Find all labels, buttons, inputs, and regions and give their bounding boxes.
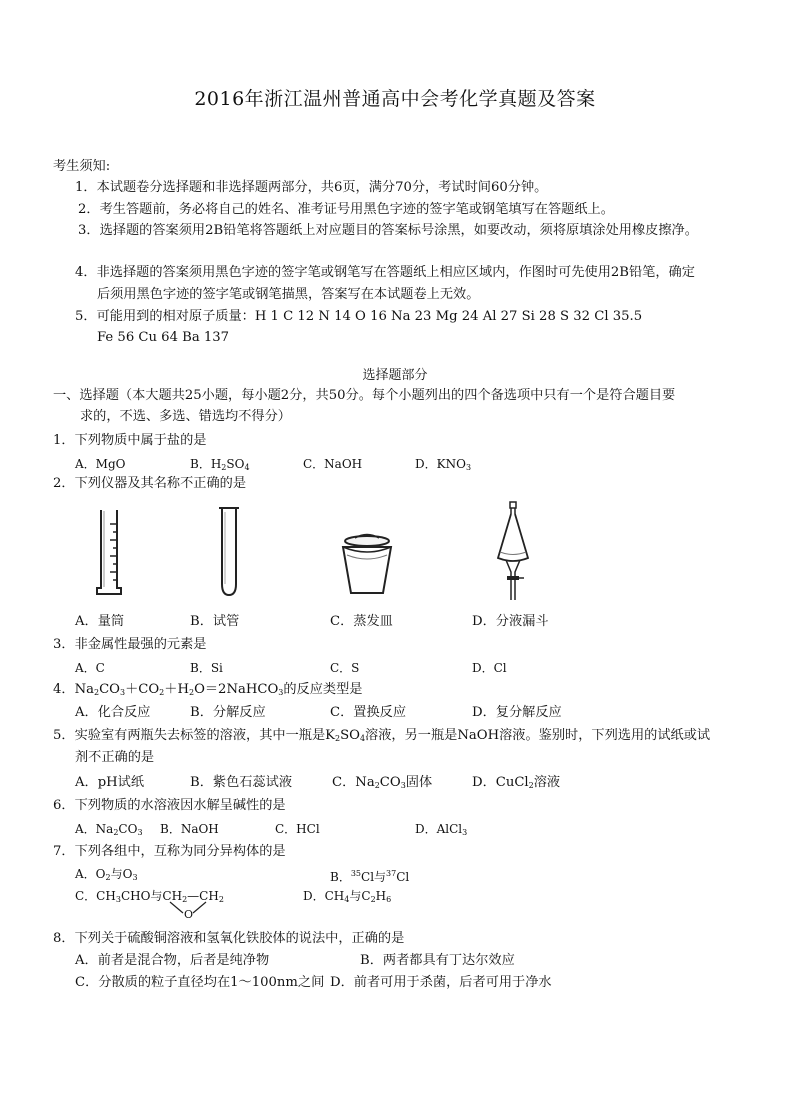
epoxide-oxygen-label: O — [184, 908, 194, 921]
q7-option-c: C．$CH_3CHO$与$CH_2—CH_2$ — [75, 889, 224, 904]
part1-instructions: 一、选择题（本大题共25小题，每小题2分，共50分。每个小题列出的四个备选项中只有一个是符合题目要 — [53, 388, 676, 403]
q7-stem: 7．下列各组中，互称为同分异构体的是 — [53, 844, 286, 859]
q5-option-d: D．CuCl$_2$溶液 — [472, 775, 561, 790]
q7-option-a: A．$O_2$与$O_3$ — [75, 867, 138, 882]
test-tube-image — [216, 506, 242, 598]
part1-instructions-cont: 求的，不选、多选、错选均不得分） — [80, 409, 291, 424]
q7-option-b: B．$^{35}$Cl与$^{37}$Cl — [330, 869, 410, 884]
notice-item-4: 4．非选择题的答案须用黑色字迹的签字笔或钢笔写在答题纸上相应区域内，作图时可先使用2B铅笔，确定 — [75, 265, 695, 280]
q1-option-c: C．NaOH — [303, 457, 363, 471]
q2-option-a: A．量筒 — [75, 614, 125, 629]
q3-option-b: B．Si — [190, 661, 223, 675]
notice-heading: 考生须知: — [53, 159, 111, 174]
evaporating-dish-image — [339, 533, 395, 597]
q5-option-c: C．$Na_2CO_3$固体 — [332, 775, 433, 790]
q2-option-b: B．试管 — [190, 614, 240, 629]
q2-option-d: D．分液漏斗 — [472, 614, 549, 629]
q3-option-c: C．S — [330, 661, 360, 675]
section-title: 选择题部分 — [362, 368, 428, 383]
notice-item-5: 5．可能用到的相对原子质量：H 1 C 12 N 14 O 16 Na 23 Mg 24 Al 27 Si 28 S 32 Cl 35.5 — [75, 309, 643, 324]
q2-stem: 2．下列仪器及其名称不正确的是 — [53, 476, 247, 491]
q1-option-d: D．$KNO_3$ — [415, 457, 472, 472]
q4-stem: 4．$Na_2CO_3+CO_2+H_2O=2NaHCO_3$的反应类型是 — [53, 682, 363, 697]
graduated-cylinder-image — [95, 508, 125, 596]
separatory-funnel-image — [493, 500, 533, 602]
notice-item-1: 1．本试题卷分选择题和非选择题两部分，共6页，满分70分，考试时间60分钟。 — [75, 180, 548, 195]
q2-option-c: C．蒸发皿 — [330, 614, 393, 629]
q5-option-a: A．pH试纸 — [75, 775, 145, 790]
q3-option-a: A．C — [75, 661, 105, 675]
q8-stem: 8．下列关于硫酸铜溶液和氢氧化铁胶体的说法中，正确的是 — [53, 931, 405, 946]
q6-option-d: D．AlCl$_3$ — [415, 822, 468, 837]
q4-option-b: B．分解反应 — [190, 705, 266, 720]
page-title: 2016年浙江温州普通高中会考化学真题及答案 — [194, 88, 596, 110]
notice-item-3: 3．选择题的答案须用2B铅笔将答题纸上对应题目的答案标号涂黑，如要改动，须将原填涂处用橡皮擦净。 — [78, 223, 698, 238]
notice-item-4-cont: 后须用黑色字迹的签字笔或钢笔描黑，答案写在本试题卷上无效。 — [97, 287, 480, 302]
q8-option-b: B．两者都具有丁达尔效应 — [360, 953, 515, 968]
q1-stem: 1．下列物质中属于盐的是 — [53, 433, 207, 448]
q8-option-d: D．前者可用于杀菌，后者可用于净水 — [330, 975, 552, 990]
q4-option-a: A．化合反应 — [75, 705, 151, 720]
q5-stem-cont: 剂不正确的是 — [75, 750, 155, 765]
notice-item-5-cont: Fe 56 Cu 64 Ba 137 — [97, 330, 230, 345]
q6-option-c: C．HCl — [275, 822, 320, 836]
notice-item-2: 2．考生答题前，务必将自己的姓名、准考证号用黑色字迹的签字笔或钢笔填写在答题纸上。 — [78, 202, 614, 217]
q1-option-a: A．MgO — [75, 457, 126, 471]
q5-option-b: B．紫色石蕊试液 — [190, 775, 293, 790]
q5-stem: 5．实验室有两瓶失去标签的溶液，其中一瓶是$K_2SO_4$溶液，另一瓶是NaOH溶液。鉴别时，下列选用的试纸或试 — [53, 728, 711, 743]
q1-option-b: B．$H_2SO_4$ — [190, 457, 250, 472]
q8-option-c: C．分散质的粒子直径均在1～100nm之间 — [75, 975, 325, 990]
q3-option-d: D．Cl — [472, 661, 507, 675]
q7-option-d: D．$CH_4$与$C_2H_6$ — [303, 889, 392, 904]
q4-option-c: C．置换反应 — [330, 705, 407, 720]
q8-option-a: A．前者是混合物，后者是纯净物 — [75, 953, 270, 968]
q4-option-d: D．复分解反应 — [472, 705, 562, 720]
q6-option-a: A．$Na_2CO_3$ — [75, 822, 143, 837]
q6-stem: 6．下列物质的水溶液因水解呈碱性的是 — [53, 798, 286, 813]
q3-stem: 3．非金属性最强的元素是 — [53, 637, 207, 652]
q6-option-b: B．NaOH — [160, 822, 219, 836]
